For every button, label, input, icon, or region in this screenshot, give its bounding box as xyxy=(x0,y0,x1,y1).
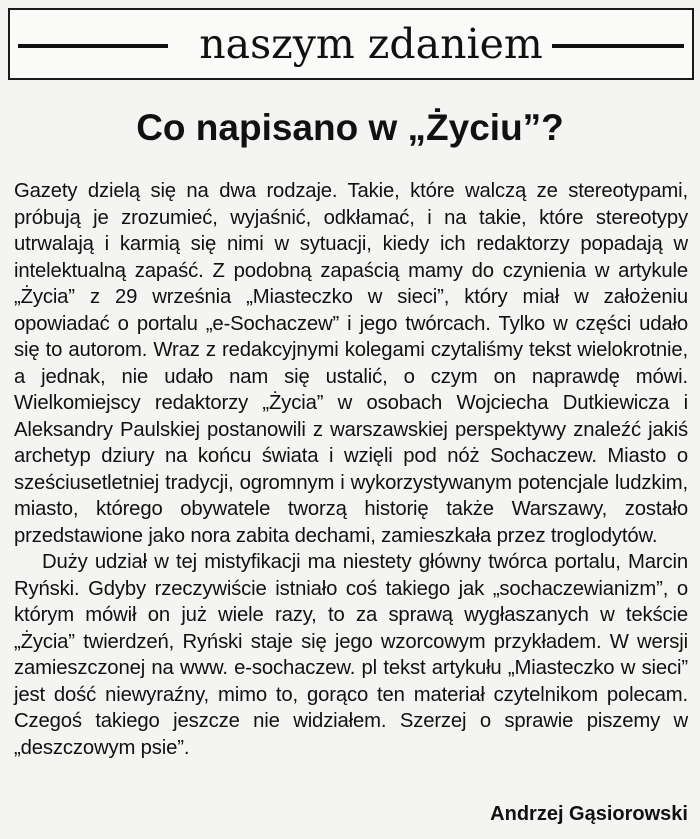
masthead-rule-right xyxy=(552,44,684,48)
article-body xyxy=(14,178,688,761)
masthead-rule-left xyxy=(18,44,168,48)
section-title: naszym zdaniem xyxy=(199,20,543,68)
article-headline: Co napisano w „Życiu”? xyxy=(136,107,564,148)
article-paragraph-2: Duży udział w tej mistyfikacji ma niestety główny twórca portalu, Marcin Ryński. Gdyby rzeczywiście istniało coś takiego jak „sochaczewianizm”, o którym mówił on już wiele razy, to za sprawą wygłaszanych w tekście „Życia” twierdzeń, Ryński staje się jego wzorcowym przykładem. W wersji zamieszczonej na www. e-sochaczew. pl tekst artykułu „Miasteczko w sieci” jest dość niewyraźny, mimo to, gorąco ten materiał czytelnikom polecam. Czegoś takiego jeszcze nie widziałem. Szerzej o sprawie piszemy w „deszczowym psie”. xyxy=(14,551,688,759)
article-paragraph-1: Gazety dzielą się na dwa rodzaje. Takie, które walczą ze stereotypami, próbują je zrozumieć, wyjaśnić, odkłamać, i na takie, które stereotypy utrwalają i karmią się nimi w sytuacji, kiedy ich redaktorzy popadają w intelektualną zapaść. Z podobną zapaścią mamy do czynienia w artykule „Życia” z 29 września „Miasteczko w sieci”, który miał w założeniu opowiadać o portalu „e-Sochaczew” i jego twórcach. Tylko w części udało się to autorom. Wraz z redakcyjnymi kolegami czytaliśmy tekst wielokrotnie, a jednak, nie udało nam się ustalić, o czym on naprawdę mówi. Wielkomiejscy redaktorzy „Życia” w osobach Wojciecha Dutkiewicza i Aleksandry Paulskiej postanowili z warszawskiej perspektywy znaleźć jakiś archetyp dziury na końcu świata i wzięli pod nóż Sochaczew. Miasto o sześciusetletniej tradycji, ogromnym i wykorzystywanym potencjale ludzkim, miasto, którego obywatele tworzą historię także Warszawy, zostało przedstawione jako nora zabita dechami, zamieszkała przez troglodytów. xyxy=(14,180,688,547)
article-author: Andrzej Gąsiorowski xyxy=(490,803,688,825)
section-masthead xyxy=(8,8,694,80)
